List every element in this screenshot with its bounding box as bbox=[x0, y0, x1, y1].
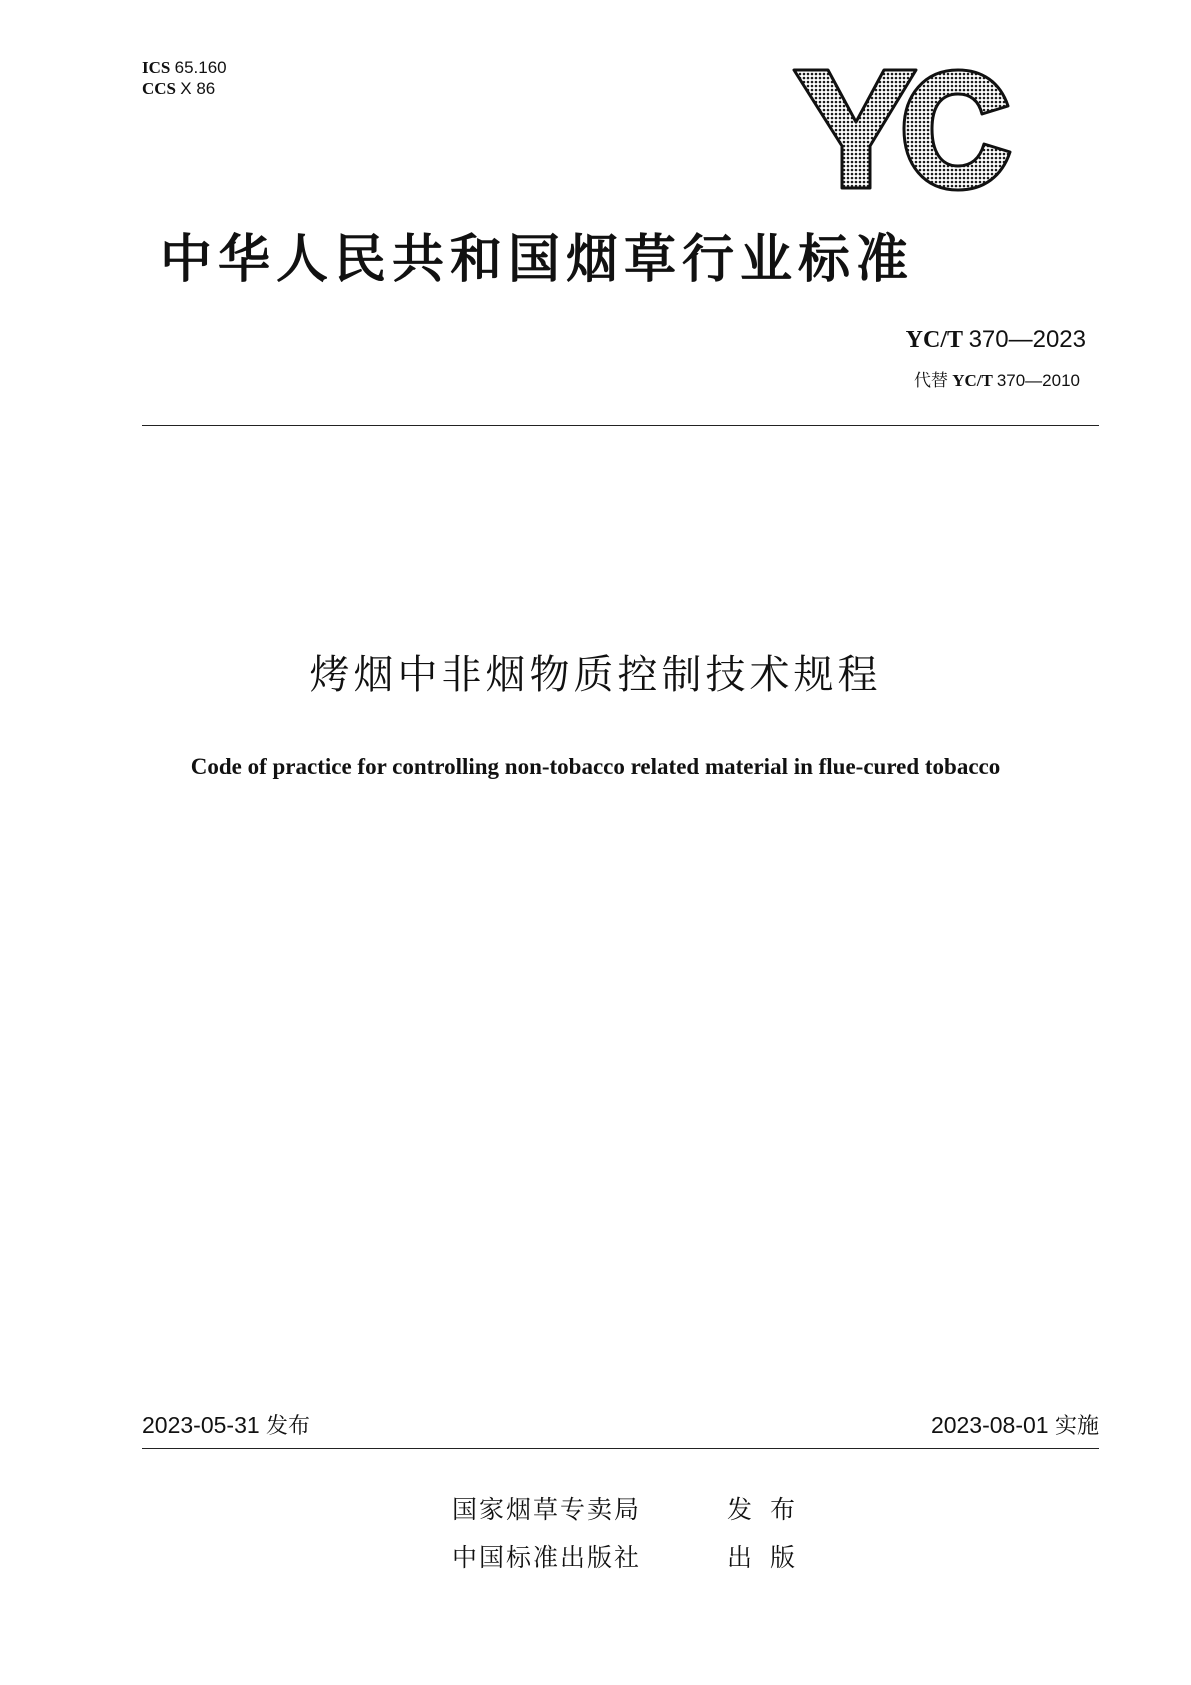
ics-label: ICS bbox=[142, 58, 171, 77]
document-title-cn: 烤烟中非烟物质控制技术规程 bbox=[309, 652, 882, 698]
publish-date-label: 发布 bbox=[266, 1414, 311, 1439]
ccs-label: CCS bbox=[142, 79, 177, 98]
ics-value: 65.160 bbox=[174, 58, 227, 77]
yc-logo bbox=[786, 60, 1016, 200]
standard-prefix: YC/T bbox=[905, 327, 963, 353]
replaces-prefix: YC/T bbox=[952, 371, 993, 390]
yc-logo-graphic bbox=[786, 60, 1016, 200]
publisher-role: 出版 bbox=[727, 1543, 814, 1572]
effective-date-label: 实施 bbox=[1054, 1414, 1099, 1439]
standard-number-value: 370—2023 bbox=[968, 326, 1086, 353]
replaces-label: 代替 bbox=[914, 371, 948, 391]
ics-code bbox=[142, 58, 227, 78]
footer-divider bbox=[142, 1448, 1099, 1449]
publisher-org: 国家烟草专卖局 bbox=[452, 1495, 642, 1524]
publisher-org: 中国标准出版社 bbox=[452, 1543, 642, 1572]
effective-date bbox=[931, 1411, 1099, 1441]
replaces-standard bbox=[914, 366, 1080, 391]
publisher-row bbox=[452, 1542, 813, 1574]
publish-date-value: 2023-05-31 bbox=[142, 1412, 260, 1438]
publish-date bbox=[142, 1411, 310, 1441]
ccs-code bbox=[142, 79, 215, 99]
replaces-number: 370—2010 bbox=[996, 371, 1080, 390]
standard-category-title: 中华人民共和国烟草行业标准 bbox=[160, 230, 915, 290]
document-title-en: Code of practice for controlling non-tobacco related material in flue-cured tobacco bbox=[190, 754, 1001, 779]
header-divider bbox=[142, 425, 1099, 426]
effective-date-value: 2023-08-01 bbox=[930, 1412, 1049, 1438]
publisher-role: 发布 bbox=[727, 1495, 814, 1524]
ccs-value: X 86 bbox=[180, 79, 216, 98]
publisher-row bbox=[452, 1494, 813, 1526]
standard-number bbox=[906, 326, 1086, 354]
